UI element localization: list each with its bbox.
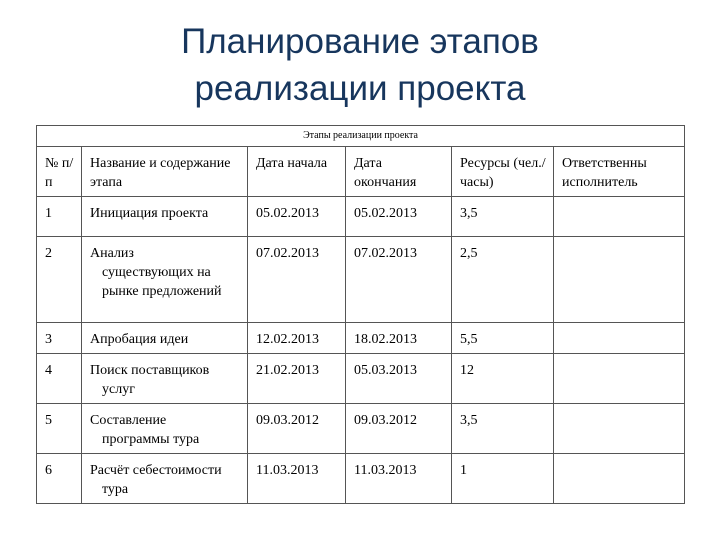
header-end: Дата окончания xyxy=(346,147,452,197)
cell-name-rest: программы тура xyxy=(102,432,200,447)
cell-resources: 3,5 xyxy=(452,197,554,237)
cell-name-first: Анализ xyxy=(90,246,134,261)
header-responsible: Ответственны исполнитель xyxy=(554,147,685,197)
cell-name-first: Расчёт себестоимости xyxy=(90,463,222,478)
table-row xyxy=(37,454,685,504)
table-row xyxy=(37,354,685,404)
cell-num: 5 xyxy=(37,404,82,454)
title-line-1: Планирование этапов xyxy=(181,22,539,61)
table-header-row xyxy=(37,147,685,197)
cell-name xyxy=(82,454,248,504)
cell-end: 18.02.2013 xyxy=(346,323,452,354)
cell-responsible xyxy=(554,354,685,404)
table-row xyxy=(37,237,685,323)
cell-name xyxy=(82,404,248,454)
stages-table xyxy=(36,125,685,504)
cell-num: 1 xyxy=(37,197,82,237)
cell-resources: 3,5 xyxy=(452,404,554,454)
cell-start: 05.02.2013 xyxy=(248,197,346,237)
cell-name xyxy=(82,197,248,237)
table-caption-row xyxy=(37,126,685,147)
table-row xyxy=(37,197,685,237)
cell-end: 05.03.2013 xyxy=(346,354,452,404)
cell-end: 11.03.2013 xyxy=(346,454,452,504)
cell-start: 11.03.2013 xyxy=(248,454,346,504)
cell-responsible xyxy=(554,237,685,323)
header-resources: Ресурсы (чел./часы) xyxy=(452,147,554,197)
cell-end: 09.03.2012 xyxy=(346,404,452,454)
cell-num: 4 xyxy=(37,354,82,404)
cell-resources: 1 xyxy=(452,454,554,504)
cell-name-first: Составление xyxy=(90,413,167,428)
cell-responsible xyxy=(554,323,685,354)
cell-name-first: Инициация проекта xyxy=(90,206,209,221)
cell-responsible xyxy=(554,197,685,237)
header-name: Название и содержание этапа xyxy=(82,147,248,197)
table-caption: Этапы реализации проекта xyxy=(37,126,685,147)
page-title xyxy=(0,18,720,112)
header-num: № п/п xyxy=(37,147,82,197)
table-row xyxy=(37,323,685,354)
cell-num: 6 xyxy=(37,454,82,504)
cell-end: 07.02.2013 xyxy=(346,237,452,323)
cell-start: 07.02.2013 xyxy=(248,237,346,323)
table-row xyxy=(37,404,685,454)
cell-end: 05.02.2013 xyxy=(346,197,452,237)
cell-name-rest: тура xyxy=(102,482,129,497)
cell-start: 21.02.2013 xyxy=(248,354,346,404)
cell-name-first: Поиск поставщиков xyxy=(90,363,210,378)
cell-name xyxy=(82,354,248,404)
cell-resources: 12 xyxy=(452,354,554,404)
cell-resources: 5,5 xyxy=(452,323,554,354)
title-line-2: реализации проекта xyxy=(194,69,526,108)
cell-name-first: Апробация идеи xyxy=(90,332,189,347)
cell-resources: 2,5 xyxy=(452,237,554,323)
cell-num: 2 xyxy=(37,237,82,323)
header-start: Дата начала xyxy=(248,147,346,197)
cell-responsible xyxy=(554,454,685,504)
cell-num: 3 xyxy=(37,323,82,354)
cell-name xyxy=(82,323,248,354)
cell-start: 12.02.2013 xyxy=(248,323,346,354)
cell-name xyxy=(82,237,248,323)
cell-name-rest: услуг xyxy=(102,382,135,397)
cell-responsible xyxy=(554,404,685,454)
cell-start: 09.03.2012 xyxy=(248,404,346,454)
cell-name-rest: существующих на рынке предложений xyxy=(102,265,222,299)
